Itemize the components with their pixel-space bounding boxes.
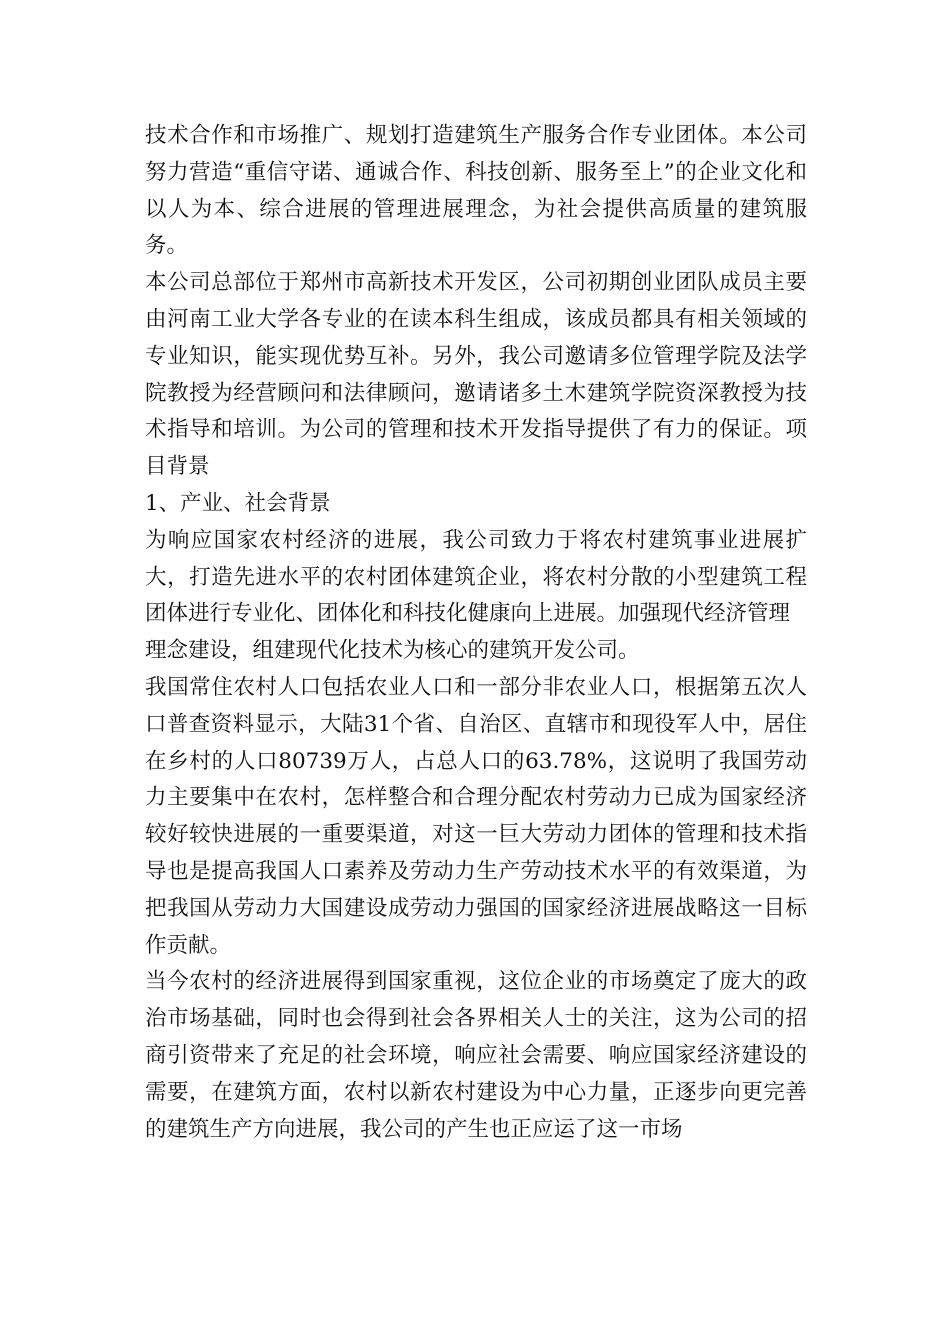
paragraph-rural-economy: 为响应国家农村经济的进展，我公司致力于将农村建筑事业进展扩大，打造先进水平的农村团体建筑企业，将农村分散的小型建筑工程团体进行专业化、团体化和科技化健康向上进展。加强现代经济管理 xyxy=(145,527,807,627)
paragraph-company-culture: 技术合作和市场推广、规划打造建筑生产服务合作专业团体。本公司努力营造“重信守诺、通诚合作、科技创新、服务至上”的企业文化和以人为本、综合进展的管理进展理念，为社会提供高质量的建筑服务。 xyxy=(145,123,807,259)
section-heading-industry-background: 1、产业、社会背景 xyxy=(145,490,331,516)
paragraph-company-headquarters: 本公司总部位于郑州市高新技术开发区，公司初期创业团队成员主要由河南工业大学各专业的在读本科生组成，该成员都具有相关领域的专业知识，能实现优势互补。另外，我公司邀请多位管理学院及法学院教授为经营顾问和法律顾问，邀请诸多土木建筑学院资深教授为技术指导和培训。为公司的管理和技术开发指导提供了有力的保证。项目背景 xyxy=(145,270,807,480)
paragraph-modern-concept: 理念建设，组建现代化技术为核心的建筑开发公司。 xyxy=(145,638,640,664)
paragraph-market-environment: 当今农村的经济进展得到国家重视，这位企业的市场奠定了庞大的政治市场基础，同时也会得到社会各界相关人士的关注，这为公司的招商引资带来了充足的社会环境，响应社会需要、响应国家经济建设的需要，在建筑方面，农村以新农村建设为中心力量，正逐步向更完善的建筑生产方向进展，我公司的产生也正应运了这一市场 xyxy=(145,969,807,1142)
document-body xyxy=(145,118,807,1148)
paragraph-rural-population: 我国常住农村人口包括农业人口和一部分非农业人口，根据第五次人口普查资料显示，大陆31个省、自治区、直辖市和现役军人中，居住在乡村的人口80739万人，占总人口的63.78%，这说明了我国劳动力主要集中在农村，怎样整合和合理分配农村劳动力已成为国家经济较好较快进展的一重要渠道，对这一巨大劳动力团体的管理和技术指导也是提高我国人口素养及劳动力生产劳动技术水平的有效渠道，为把我国从劳动力大国建设成劳动力强国的国家经济进展战略这一目标作贡献。 xyxy=(145,674,807,958)
